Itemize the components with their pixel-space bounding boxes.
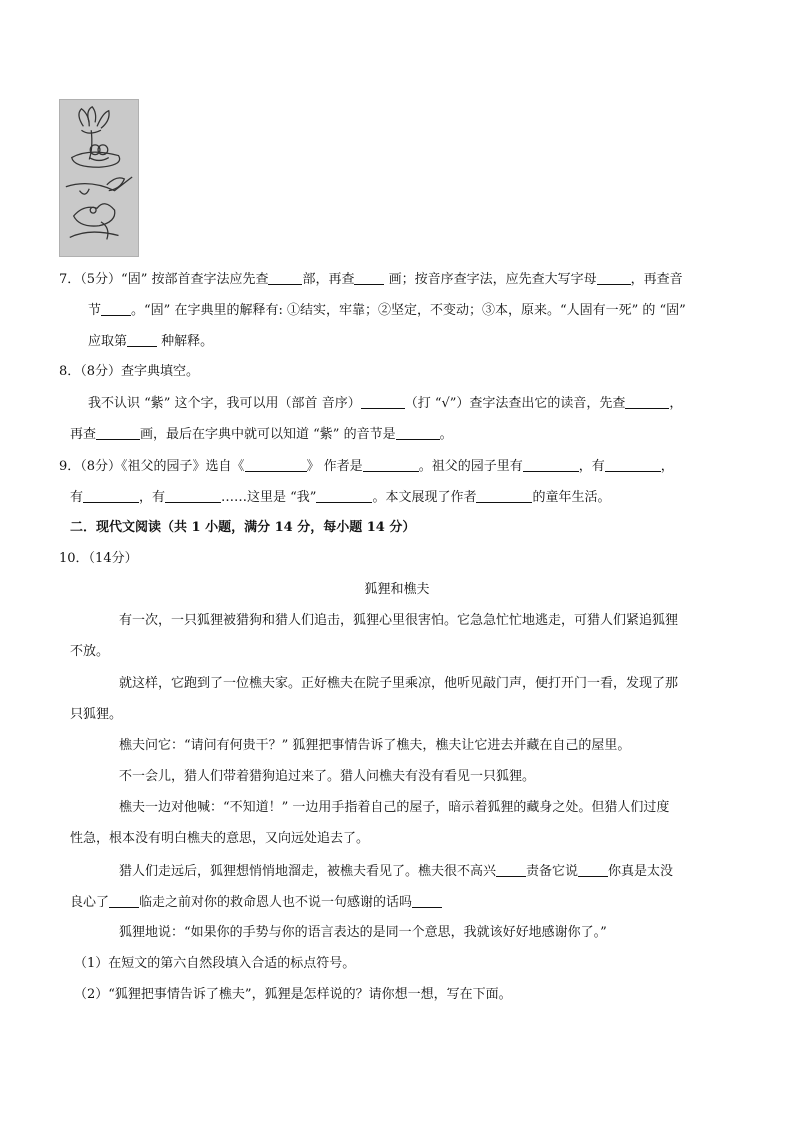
q9-text: ……这里是 “我” bbox=[221, 490, 317, 505]
answer-blank[interactable] bbox=[127, 332, 157, 347]
passage-text: 临走之前对你的救命恩人也不说一句感谢的话吗 bbox=[139, 895, 413, 910]
q9-text: 》 作者是 bbox=[306, 459, 363, 474]
passage-paragraph-1-cont: 不放。 bbox=[70, 644, 110, 659]
answer-blank[interactable] bbox=[245, 457, 307, 472]
passage-title: 狐狸和樵夫 bbox=[364, 582, 430, 597]
answer-blank[interactable] bbox=[476, 488, 532, 503]
q9-line-1 bbox=[59, 457, 674, 476]
q7-text: ，再查音 bbox=[630, 272, 683, 287]
lotus-frog-illustration bbox=[59, 99, 139, 257]
passage-paragraph-5-cont: 性急，根本没有明白樵夫的意思，又向远处追去了。 bbox=[70, 831, 370, 846]
q9-text: 有 bbox=[70, 490, 84, 505]
q7-text: 画；按音序查字法，应先查大写字母 bbox=[384, 272, 597, 287]
answer-blank[interactable] bbox=[165, 488, 221, 503]
punctuation-blank[interactable] bbox=[109, 893, 139, 908]
passage-paragraph-6 bbox=[119, 862, 673, 881]
q7-text: 种解释。 bbox=[157, 334, 214, 349]
sub-question-1: （1）在短文的第六自然段填入合适的标点符号。 bbox=[74, 956, 356, 971]
q10-heading: 10．（14分） bbox=[59, 551, 138, 566]
q9-text: 的童年生活。 bbox=[532, 490, 611, 505]
q9-text: 。祖父的园子里有 bbox=[418, 459, 523, 474]
q9-text: ，有 bbox=[139, 490, 166, 505]
passage-paragraph-6-cont bbox=[70, 893, 442, 912]
q8-line-1 bbox=[88, 394, 682, 413]
q8-text: （打 “√”）查字法查出它的读音，先查 bbox=[404, 396, 626, 411]
q7-text: 。“固” 在字典里的解释有: ①结实，牢靠；②坚定，不变动；③本，原来。“人固有一死” 的 “固” bbox=[131, 303, 686, 318]
passage-paragraph-1: 有一次，一只狐狸被猎狗和猎人们追击，狐狸心里很害怕。它急急忙忙地逃走，可猎人们紧追狐狸 bbox=[119, 613, 679, 628]
answer-blank[interactable] bbox=[316, 488, 372, 503]
passage-text: 猎人们走远后，狐狸想悄悄地溜走，被樵夫看见了。樵夫很不高兴 bbox=[119, 864, 497, 879]
q7-line-2 bbox=[88, 301, 686, 320]
q9-text: ，有 bbox=[578, 459, 605, 474]
q7-text: 应取第 bbox=[88, 334, 128, 349]
answer-blank[interactable] bbox=[597, 270, 631, 285]
punctuation-blank[interactable] bbox=[412, 893, 442, 908]
q9-line-2 bbox=[70, 488, 611, 507]
passage-text: 你真是太没 bbox=[608, 864, 674, 879]
answer-blank[interactable] bbox=[354, 270, 384, 285]
answer-blank[interactable] bbox=[396, 425, 440, 440]
passage-paragraph-4: 不一会儿，猎人们带着猎狗追过来了。猎人问樵夫有没有看见一只狐狸。 bbox=[119, 769, 536, 784]
q8-text: 再查 bbox=[70, 427, 97, 442]
answer-blank[interactable] bbox=[268, 270, 302, 285]
section-heading: 二．现代文阅读（共 1 小题，满分 14 分，每小题 14 分） bbox=[70, 520, 416, 535]
q7-line-3 bbox=[88, 332, 213, 351]
q9-text: 9．（8分）《祖父的园子》选自《 bbox=[59, 459, 245, 474]
passage-paragraph-2: 就这样，它跑到了一位樵夫家。正好樵夫在院子里乘凉，他听见敲门声，便打开门一看，发现了那 bbox=[119, 676, 679, 691]
answer-blank[interactable] bbox=[101, 301, 131, 316]
q8-line-2 bbox=[70, 425, 453, 444]
punctuation-blank[interactable] bbox=[578, 862, 608, 877]
answer-blank[interactable] bbox=[523, 457, 579, 472]
lotus-frog-drawing bbox=[60, 100, 138, 256]
q8-text: ， bbox=[669, 396, 683, 411]
answer-blank[interactable] bbox=[83, 488, 139, 503]
q7-text: 节 bbox=[88, 303, 102, 318]
punctuation-blank[interactable] bbox=[496, 862, 526, 877]
passage-text: 良心了 bbox=[70, 895, 110, 910]
sub-question-2: （2）“狐狸把事情告诉了樵夫”，狐狸是怎样说的？请你想一想，写在下面。 bbox=[74, 987, 512, 1002]
q7-text: 部，再查 bbox=[302, 272, 355, 287]
q8-heading: 8．（8分）查字典填空。 bbox=[59, 364, 200, 379]
passage-paragraph-3: 樵夫问它：“请问有何贵干？” 狐狸把事情告诉了樵夫，樵夫让它进去并藏在自己的屋里。 bbox=[119, 738, 631, 753]
passage-paragraph-2-cont: 只狐狸。 bbox=[70, 707, 123, 722]
passage-paragraph-5: 樵夫一边对他喊：“不知道！” 一边用手指着自己的屋子，暗示着狐狸的藏身之处。但猎人们过度 bbox=[119, 800, 670, 815]
q8-text: 。 bbox=[439, 427, 453, 442]
q8-text: 我不认识 “紫” 这个字，我可以用（部首 音序） bbox=[88, 396, 361, 411]
answer-blank[interactable] bbox=[96, 425, 140, 440]
q7-line-1 bbox=[59, 270, 683, 289]
answer-blank[interactable] bbox=[361, 394, 405, 409]
q9-text: 。本文展现了作者 bbox=[372, 490, 477, 505]
answer-blank[interactable] bbox=[605, 457, 661, 472]
q9-text: ， bbox=[660, 459, 674, 474]
q8-text: 画，最后在字典中就可以知道 “紫” 的音节是 bbox=[140, 427, 396, 442]
passage-paragraph-7: 狐狸地说：“如果你的手势与你的语言表达的是同一个意思，我就该好好地感谢你了。” bbox=[119, 925, 607, 940]
passage-text: 责备它说 bbox=[526, 864, 579, 879]
answer-blank[interactable] bbox=[363, 457, 419, 472]
answer-blank[interactable] bbox=[625, 394, 669, 409]
q7-text: 7．（5分）“固” 按部首查字法应先查 bbox=[59, 272, 269, 287]
